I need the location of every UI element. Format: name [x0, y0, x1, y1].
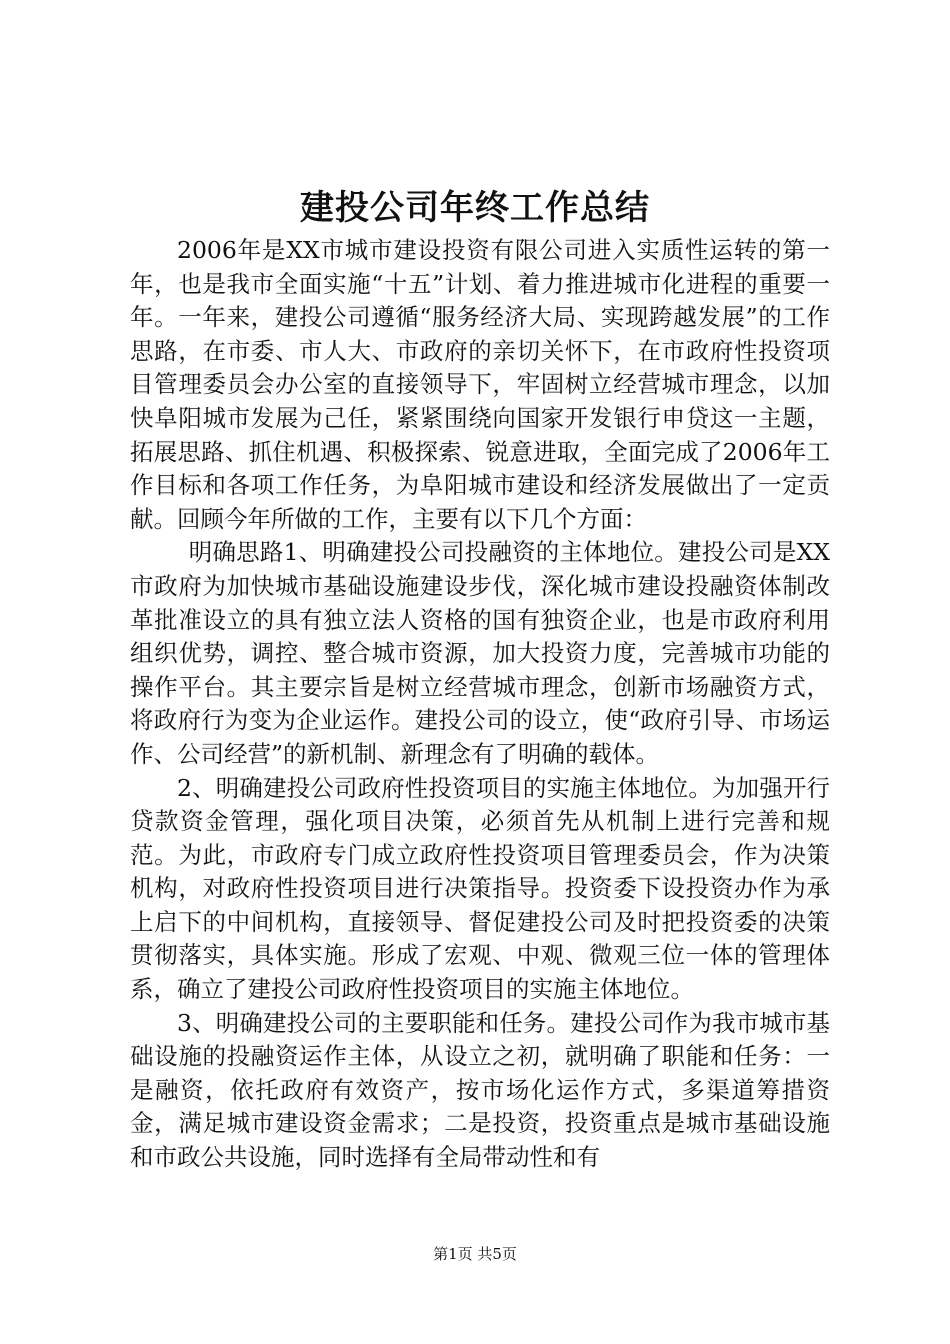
paragraph-point-2: 2、明确建投公司政府性投资项目的实施主体地位。为加强开行贷款资金管理，强化项目决策，必须首先从机制上进行完善和规范。为此，市政府专门成立政府性投资项目管理委员会，作为决策机构，对政府性投资项目进行决策指导。投资委下设投资办作为承上启下的中间机构，直接领导、督促建投公司及时把投资委的决策贯彻落实，具体实施。形成了宏观、中观、微观三位一体的管理体系，确立了建投公司政府性投资项目的实施主体地位。	[130, 773, 830, 1004]
page-footer: 第1页 共5页	[433, 1245, 517, 1263]
paragraph-point-3: 3、明确建投公司的主要职能和任务。建投公司作为我市城市基础设施的投融资运作主体，从设立之初，就明确了职能和任务：一是融资，依托政府有效资产，按市场化运作方式，多渠道筹措资金，满足城市建设资金需求；二是投资，投资重点是城市基础设施和市政公共设施，同时选择有全局带动性和有	[130, 1008, 830, 1172]
document-body	[130, 234, 830, 1175]
document-title: 建投公司年终工作总结	[300, 188, 650, 228]
paragraph-point-1: 明确思路1、明确建投公司投融资的主体地位。建投公司是XX市政府为加快城市基础设施建设步伐，深化城市建设投融资体制改革批准设立的具有独立法人资格的国有独资企业，也是市政府利用组织优势，调控、整合城市资源，加大投资力度，完善城市功能的操作平台。其主要宗旨是树立经营城市理念，创新市场融资方式，将政府行为变为企业运作。建投公司的设立，使“政府引导、市场运作、公司经营”的新机制、新理念有了明确的载体。	[130, 538, 830, 768]
paragraph-intro: 2006年是XX市城市建设投资有限公司进入实质性运转的第一年，也是我市全面实施“十五”计划、着力推进城市化进程的重要一年。一年来，建投公司遵循“服务经济大局、实现跨越发展”的工作思路，在市委、市人大、市政府的亲切关怀下，在市政府性投资项目管理委员会办公室的直接领导下，牢固树立经营城市理念，以加快阜阳城市发展为己任，紧紧围绕向国家开发银行申贷这一主题，拓展思路、抓住机遇、积极探索、锐意进取，全面完成了2006年工作目标和各项工作任务，为阜阳城市建设和经济发展做出了一定贡献。回顾今年所做的工作，主要有以下几个方面：	[130, 236, 830, 533]
